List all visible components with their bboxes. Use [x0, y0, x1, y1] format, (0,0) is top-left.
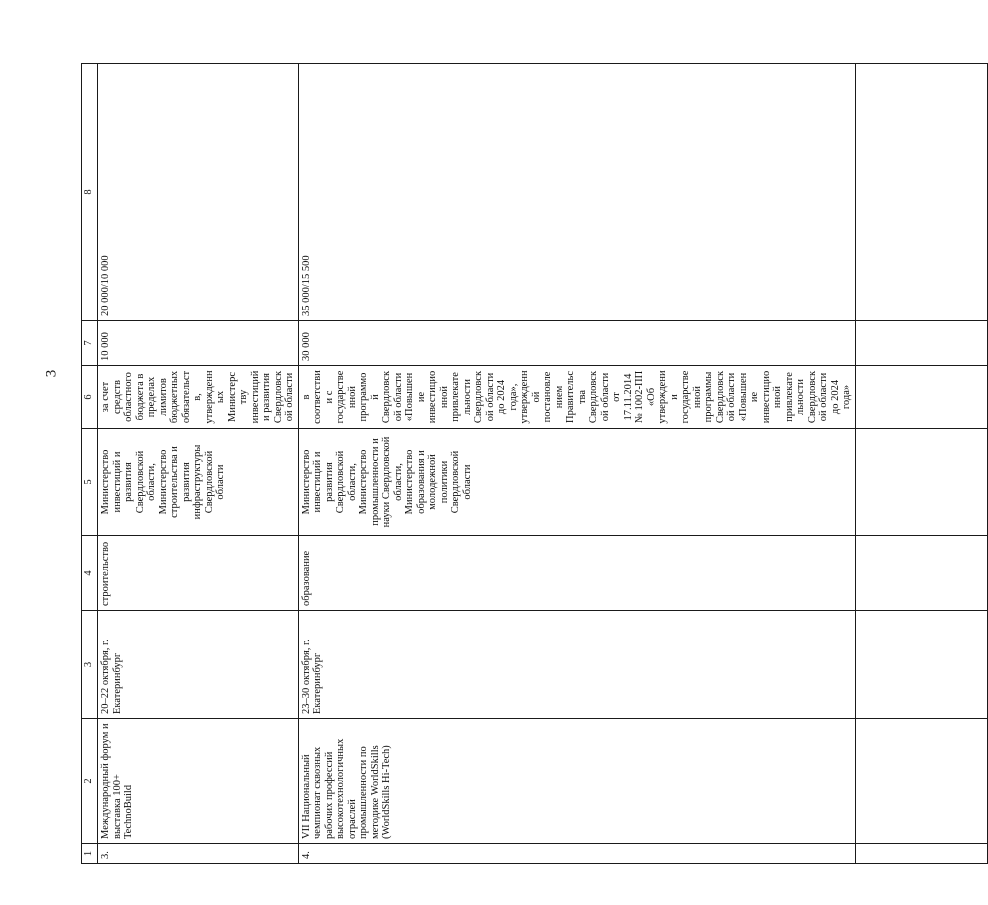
events-table-rotated: [81, 64, 852, 864]
event-organizers: Министерство инвестиций и развития Свердловской области, Министерство промышленности и науки Свердловской области, Министерство образования и молодежной политики Свердловской области: [298, 429, 855, 536]
header-row: [82, 64, 98, 864]
header-cell-8: 8: [82, 64, 98, 321]
event-sphere: строительство: [98, 536, 299, 611]
table-row: [298, 64, 855, 864]
event-sphere: образование: [298, 536, 855, 611]
empty-cell: [855, 536, 987, 611]
empty-cell: [855, 611, 987, 719]
empty-cell: [855, 844, 987, 864]
header-cell-1: 1: [82, 844, 98, 864]
empty-cell: [855, 64, 987, 321]
events-table: [81, 63, 988, 864]
event-split: 35 000/15 500: [298, 64, 855, 321]
header-cell-7: 7: [82, 321, 98, 366]
event-split: 20 000/10 000: [98, 64, 299, 321]
header-cell-5: 5: [82, 429, 98, 536]
event-date-place: 20–22 октября, г. Екатеринбург: [98, 611, 299, 719]
event-organizers: Министерство инвестиций и развития Свердловской области, Министерство строительства и развития инфраструктуры Свердловской области: [98, 429, 299, 536]
row-number: 3.: [98, 844, 299, 864]
row-number: 4.: [298, 844, 855, 864]
empty-cell: [855, 429, 987, 536]
event-date-place: 23–30 октября, г. Екатеринбург: [298, 611, 855, 719]
empty-cell: [855, 321, 987, 366]
table-row: [98, 64, 299, 864]
event-name: Международный форум и выставка 100+ TechnoBuild: [98, 719, 299, 844]
event-name: VII Национальный чемпионат сквозных рабочих профессий высокотехнологичных отраслей промышленности по методике WorldSkills (WorldSkills Hi-Tech): [298, 719, 855, 844]
event-financing: в соответствии с государственной программой Свердловской области «Повышение инвестиционной привлекательности Свердловской области до 2024 года», утвержденной постановлением Правительства Свердловской области от 17.11.2014 № 1002-ПП «Об утверждении государственной программы Свердловской области «Повышение инвестиционной привлекательности Свердловской области до 2024 года»: [298, 366, 855, 429]
event-financing: за счет средств областного бюджета в пределах лимитов бюджетных обязательств, утвержденных Министерству инвестиций и развития Свердловской области: [98, 366, 299, 429]
header-cell-6: 6: [82, 366, 98, 429]
empty-cell: [855, 366, 987, 429]
event-amount: 30 000: [298, 321, 855, 366]
empty-row: [855, 64, 987, 864]
header-cell-4: 4: [82, 536, 98, 611]
event-amount: 10 000: [98, 321, 299, 366]
header-cell-2: 2: [82, 719, 98, 844]
empty-cell: [855, 719, 987, 844]
page-number: 3: [43, 369, 60, 378]
header-cell-3: 3: [82, 611, 98, 719]
